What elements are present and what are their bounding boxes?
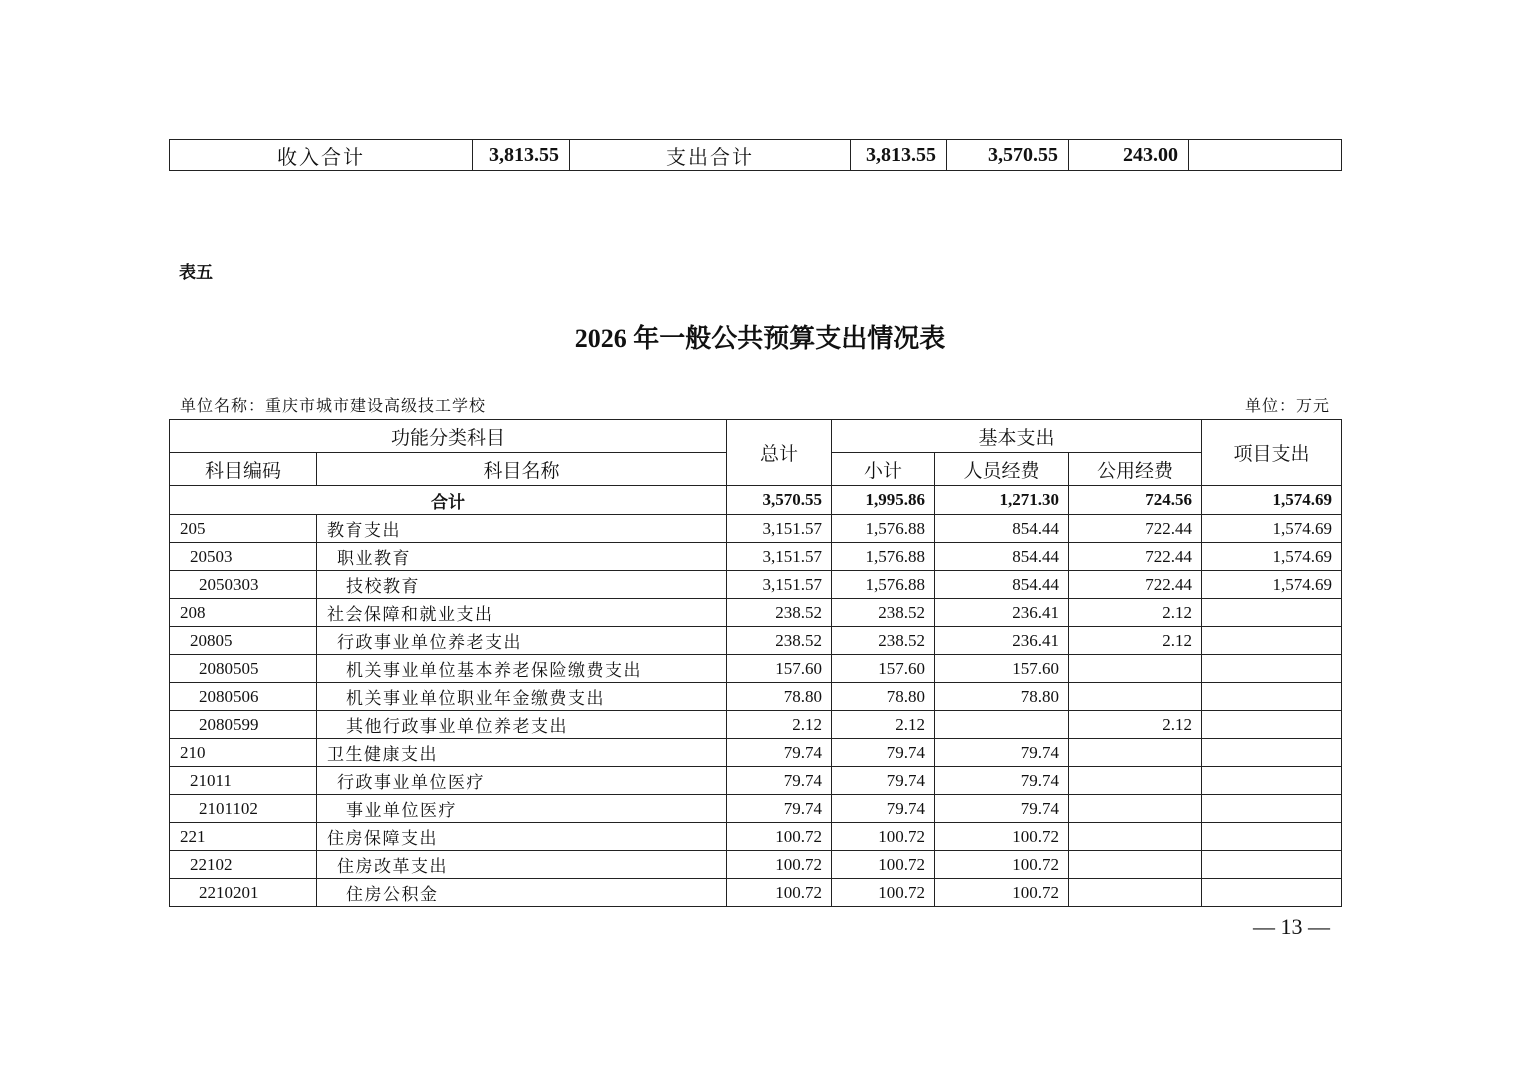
subject-code-cell: 21011 (170, 767, 317, 795)
total-cell: 79.74 (727, 767, 832, 795)
expenditure-table (169, 419, 1342, 907)
personnel-cell: 157.60 (935, 655, 1069, 683)
table-row (170, 543, 1342, 571)
personnel-cell (935, 711, 1069, 739)
table-row (170, 823, 1342, 851)
table-row (170, 851, 1342, 879)
subtotal-cell: 238.52 (832, 627, 935, 655)
subject-name-cell: 机关事业单位职业年金缴费支出 (317, 683, 727, 711)
total-row-public: 724.56 (1069, 486, 1202, 515)
public-cell: 722.44 (1069, 543, 1202, 571)
public-cell (1069, 879, 1202, 907)
subtotal-cell: 157.60 (832, 655, 935, 683)
project-cell (1202, 851, 1342, 879)
project-cell (1202, 795, 1342, 823)
document-title: 2026 年一般公共预算支出情况表 (574, 324, 946, 353)
project-cell (1202, 739, 1342, 767)
total-cell: 157.60 (727, 655, 832, 683)
personnel-cell: 79.74 (935, 739, 1069, 767)
expense-basic-value: 3,570.55 (947, 140, 1069, 171)
public-cell (1069, 851, 1202, 879)
expense-total-value: 3,813.55 (851, 140, 947, 171)
public-cell: 2.12 (1069, 627, 1202, 655)
subject-name-cell: 社会保障和就业支出 (317, 599, 727, 627)
subject-code-cell: 2050303 (170, 571, 317, 599)
unit-name: 单位名称：重庆市城市建设高级技工学校 (180, 396, 487, 415)
total-cell: 78.80 (727, 683, 832, 711)
subject-name-cell: 行政事业单位医疗 (317, 767, 727, 795)
header-function-category: 功能分类科目 (170, 420, 727, 453)
personnel-cell: 236.41 (935, 599, 1069, 627)
subject-code-cell: 2080506 (170, 683, 317, 711)
subtotal-cell: 100.72 (832, 879, 935, 907)
header-subtotal: 小计 (832, 453, 935, 486)
personnel-cell: 79.74 (935, 767, 1069, 795)
expense-total-label: 支出合计 (570, 140, 851, 171)
subtotal-cell: 1,576.88 (832, 515, 935, 543)
total-cell: 100.72 (727, 879, 832, 907)
table-row (170, 627, 1342, 655)
summary-table (169, 139, 1342, 171)
subtotal-cell: 1,576.88 (832, 543, 935, 571)
header-public: 公用经费 (1069, 453, 1202, 486)
subtotal-cell: 79.74 (832, 739, 935, 767)
total-cell: 238.52 (727, 627, 832, 655)
personnel-cell: 854.44 (935, 543, 1069, 571)
public-cell: 2.12 (1069, 599, 1202, 627)
total-row-label: 合计 (170, 486, 727, 515)
table-row (170, 767, 1342, 795)
expense-project-value: 243.00 (1069, 140, 1189, 171)
page-number: — 13 — (1253, 914, 1330, 939)
public-cell (1069, 739, 1202, 767)
subject-name-cell: 住房改革支出 (317, 851, 727, 879)
personnel-cell: 78.80 (935, 683, 1069, 711)
subject-code-cell: 2080505 (170, 655, 317, 683)
total-cell: 79.74 (727, 739, 832, 767)
public-cell (1069, 683, 1202, 711)
table-tag: 表五 (179, 263, 213, 283)
subject-name-cell: 其他行政事业单位养老支出 (317, 711, 727, 739)
subject-code-cell: 20805 (170, 627, 317, 655)
subtotal-cell: 78.80 (832, 683, 935, 711)
personnel-cell: 854.44 (935, 515, 1069, 543)
subtotal-cell: 1,576.88 (832, 571, 935, 599)
subject-code-cell: 20503 (170, 543, 317, 571)
public-cell (1069, 795, 1202, 823)
summary-row (170, 140, 1342, 171)
header-personnel: 人员经费 (935, 453, 1069, 486)
subject-name-cell: 技校教育 (317, 571, 727, 599)
subject-name-cell: 住房公积金 (317, 879, 727, 907)
public-cell: 722.44 (1069, 571, 1202, 599)
project-cell (1202, 711, 1342, 739)
project-cell (1202, 627, 1342, 655)
table-row (170, 571, 1342, 599)
subject-name-cell: 事业单位医疗 (317, 795, 727, 823)
project-cell (1202, 655, 1342, 683)
subject-code-cell: 2101102 (170, 795, 317, 823)
public-cell (1069, 823, 1202, 851)
personnel-cell: 854.44 (935, 571, 1069, 599)
subject-code-cell: 2080599 (170, 711, 317, 739)
total-row-total: 3,570.55 (727, 486, 832, 515)
project-cell (1202, 823, 1342, 851)
total-cell: 79.74 (727, 795, 832, 823)
subject-name-cell: 教育支出 (317, 515, 727, 543)
table-row (170, 515, 1342, 543)
subtotal-cell: 79.74 (832, 767, 935, 795)
table-row (170, 711, 1342, 739)
project-cell: 1,574.69 (1202, 543, 1342, 571)
subtotal-cell: 2.12 (832, 711, 935, 739)
subject-code-cell: 208 (170, 599, 317, 627)
personnel-cell: 100.72 (935, 851, 1069, 879)
header-name: 科目名称 (317, 453, 727, 486)
income-total-value: 3,813.55 (473, 140, 570, 171)
total-row-personnel: 1,271.30 (935, 486, 1069, 515)
public-cell: 722.44 (1069, 515, 1202, 543)
project-cell (1202, 599, 1342, 627)
subject-code-cell: 2210201 (170, 879, 317, 907)
total-cell: 2.12 (727, 711, 832, 739)
table-row (170, 795, 1342, 823)
unit-measure: 单位：万元 (1244, 396, 1330, 415)
total-row-project: 1,574.69 (1202, 486, 1342, 515)
table-body (170, 515, 1342, 907)
subject-name-cell: 住房保障支出 (317, 823, 727, 851)
subtotal-cell: 79.74 (832, 795, 935, 823)
total-cell: 3,151.57 (727, 543, 832, 571)
subject-name-cell: 卫生健康支出 (317, 739, 727, 767)
project-cell (1202, 683, 1342, 711)
subject-code-cell: 22102 (170, 851, 317, 879)
header-basic-expense: 基本支出 (832, 420, 1202, 453)
total-row-subtotal: 1,995.86 (832, 486, 935, 515)
income-total-label: 收入合计 (170, 140, 473, 171)
table-row (170, 599, 1342, 627)
subject-name-cell: 机关事业单位基本养老保险缴费支出 (317, 655, 727, 683)
personnel-cell: 100.72 (935, 823, 1069, 851)
total-row (170, 486, 1342, 515)
personnel-cell: 100.72 (935, 879, 1069, 907)
subject-code-cell: 205 (170, 515, 317, 543)
total-cell: 3,151.57 (727, 571, 832, 599)
total-cell: 100.72 (727, 823, 832, 851)
project-cell: 1,574.69 (1202, 571, 1342, 599)
public-cell: 2.12 (1069, 711, 1202, 739)
header-total: 总计 (727, 420, 832, 486)
table-row (170, 879, 1342, 907)
total-cell: 100.72 (727, 851, 832, 879)
total-cell: 3,151.57 (727, 515, 832, 543)
public-cell (1069, 655, 1202, 683)
project-cell: 1,574.69 (1202, 515, 1342, 543)
subject-name-cell: 行政事业单位养老支出 (317, 627, 727, 655)
subject-code-cell: 210 (170, 739, 317, 767)
table-row (170, 683, 1342, 711)
personnel-cell: 79.74 (935, 795, 1069, 823)
subtotal-cell: 100.72 (832, 851, 935, 879)
public-cell (1069, 767, 1202, 795)
summary-empty-cell (1189, 140, 1342, 171)
project-cell (1202, 879, 1342, 907)
total-cell: 238.52 (727, 599, 832, 627)
personnel-cell: 236.41 (935, 627, 1069, 655)
header-row-1 (170, 420, 1342, 453)
subtotal-cell: 100.72 (832, 823, 935, 851)
subject-code-cell: 221 (170, 823, 317, 851)
subtotal-cell: 238.52 (832, 599, 935, 627)
subject-name-cell: 职业教育 (317, 543, 727, 571)
table-row (170, 739, 1342, 767)
header-code: 科目编码 (170, 453, 317, 486)
project-cell (1202, 767, 1342, 795)
table-row (170, 655, 1342, 683)
header-project-expense: 项目支出 (1202, 420, 1342, 486)
